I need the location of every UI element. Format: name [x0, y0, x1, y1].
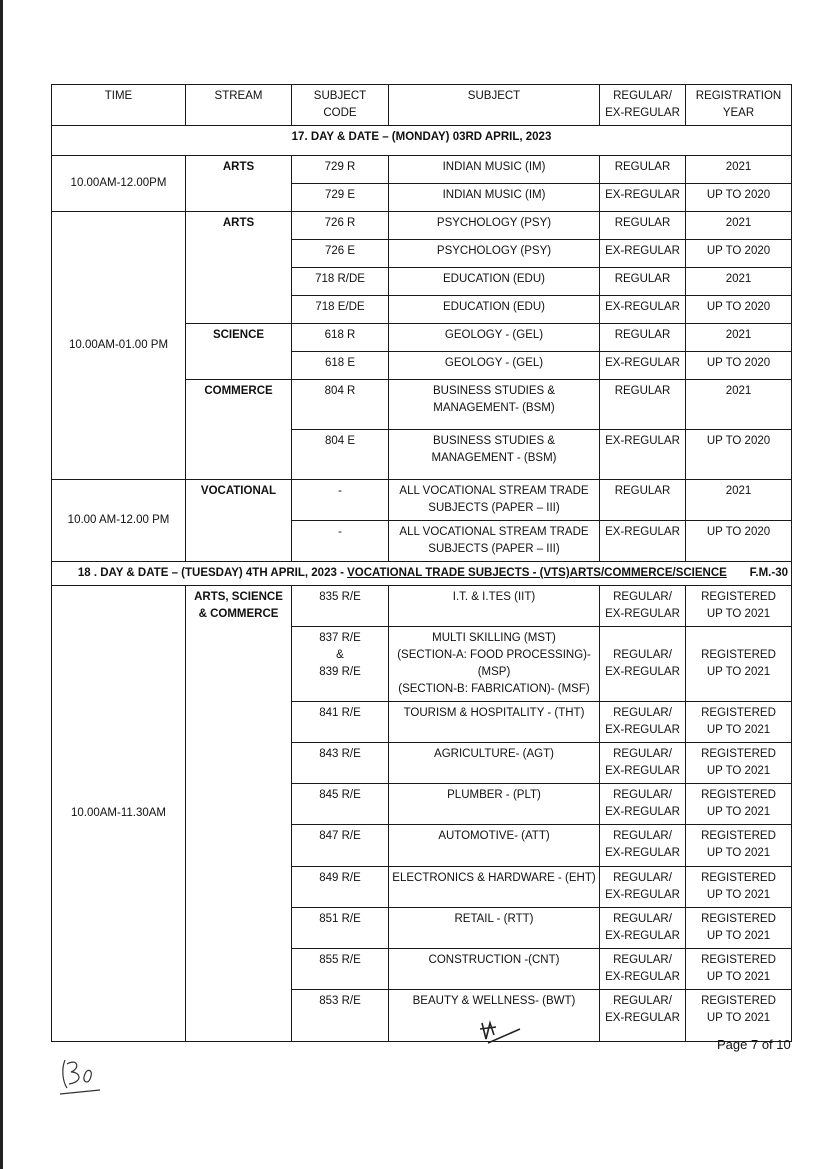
table-row [52, 480, 792, 521]
cell-line: 845 R/E [319, 789, 361, 801]
cell-line: & [336, 649, 344, 661]
subject-name [389, 825, 600, 867]
cell-line: ALL VOCATIONAL STREAM TRADE [399, 485, 589, 497]
table-row [52, 212, 792, 240]
registration-year: 2021 [686, 380, 792, 430]
scan-edge [0, 0, 3, 1169]
subject-code [292, 949, 389, 990]
cell-line: REGULAR/ [613, 995, 672, 1007]
registration-year [686, 586, 792, 627]
regular-status: EX-REGULAR [600, 430, 686, 480]
subject-name [389, 627, 600, 702]
cell-line: REGULAR/ [613, 707, 672, 719]
cell-line: BUSINESS STUDIES & [432, 385, 556, 397]
regular-status: REGULAR [600, 480, 686, 521]
cell-line: UP TO 2021 [706, 724, 771, 736]
cell-line: ELECTRONICS & HARDWARE - (EHT) [392, 872, 596, 884]
full-marks: F.M.-30 [749, 567, 788, 579]
cell-line: EX-REGULAR [605, 930, 680, 942]
cell-line: REGISTERED [701, 913, 776, 925]
cell-line: EX-REGULAR [605, 1012, 680, 1024]
subject-name: GEOLOGY - (GEL) [389, 352, 600, 380]
cell-line: & COMMERCE [198, 608, 279, 620]
registration-year [686, 784, 792, 825]
cell-line: REGISTERED [701, 954, 776, 966]
subject-name [389, 743, 600, 784]
registration-year: UP TO 2020 [686, 352, 792, 380]
registration-year [686, 743, 792, 784]
subject-code: 726 E [292, 240, 389, 268]
vocational-trade-title: VOCATIONAL TRADE SUBJECTS - (VTS)ARTS/COMMERCE/SCIENCE [347, 567, 727, 579]
cell-line: MULTI SKILLING (MST) [432, 632, 556, 644]
cell-line: REGISTRATION [695, 90, 782, 102]
subject-code: 618 R [292, 324, 389, 352]
registration-year: UP TO 2020 [686, 184, 792, 212]
regular-status [600, 867, 686, 908]
regular-status: REGULAR [600, 324, 686, 352]
cell-line: EX-REGULAR [605, 724, 680, 736]
cell-line: BEAUTY & WELLNESS- (BWT) [412, 995, 576, 1007]
page-number: Page 7 of 10 [717, 1037, 791, 1052]
subject-code [292, 743, 389, 784]
cell-line: 847 R/E [319, 830, 361, 842]
regular-status: EX-REGULAR [600, 240, 686, 268]
regular-status [600, 702, 686, 743]
cell-line: AUTOMOTIVE- (ATT) [438, 830, 550, 842]
registration-year [686, 867, 792, 908]
cell-line: EX-REGULAR [605, 666, 680, 678]
cell-line: MANAGEMENT - (BSM) [431, 452, 557, 464]
exam-time: 10.00AM-11.30AM [52, 586, 186, 1042]
day-18-title: 18 . DAY & DATE – (TUESDAY) 4TH APRIL, 2023 - [77, 567, 348, 579]
subject-code: - [292, 521, 389, 562]
regular-status [600, 743, 686, 784]
header-subject-code [292, 85, 389, 126]
cell-line: REGULAR/ [613, 872, 672, 884]
stream-name: ARTS [186, 212, 292, 324]
cell-line: REGISTERED [701, 872, 776, 884]
cell-line: UP TO 2021 [706, 930, 771, 942]
cell-line: REGULAR/ [613, 789, 672, 801]
exam-time: 10.00 AM-12.00 PM [52, 480, 186, 562]
cell-line: 855 R/E [319, 954, 361, 966]
cell-line: MANAGEMENT- (BSM) [433, 402, 555, 414]
subject-name [389, 586, 600, 627]
cell-line: UP TO 2021 [706, 666, 771, 678]
regular-status: EX-REGULAR [600, 521, 686, 562]
day-heading-row [52, 562, 792, 586]
header-registration-year [686, 85, 792, 126]
subject-name [389, 702, 600, 743]
cell-line: YEAR [722, 107, 755, 119]
cell-line: (SECTION-B: FABRICATION)- (MSF) [398, 683, 590, 695]
cell-line: REGULAR/ [613, 90, 672, 102]
cell-line: UP TO 2021 [706, 971, 771, 983]
subject-code: 804 R [292, 380, 389, 430]
cell-line: RETAIL - (RTT) [454, 913, 534, 925]
subject-code: 804 E [292, 430, 389, 480]
stream-name: ARTS [186, 156, 292, 212]
registration-year [686, 908, 792, 949]
cell-line: REGISTERED [701, 995, 776, 1007]
cell-line: 851 R/E [319, 913, 361, 925]
regular-status [600, 784, 686, 825]
subject-name: EDUCATION (EDU) [389, 296, 600, 324]
subject-code: 718 E/DE [292, 296, 389, 324]
cell-line: REGISTERED [701, 591, 776, 603]
cell-line: PLUMBER - (PLT) [447, 789, 541, 801]
registration-year: UP TO 2020 [686, 296, 792, 324]
cell-line: REGISTERED [701, 748, 776, 760]
stream-name: SCIENCE [186, 324, 292, 380]
cell-line: 853 R/E [319, 995, 361, 1007]
cell-line: EX-REGULAR [605, 765, 680, 777]
subject-code [292, 825, 389, 867]
subject-name: INDIAN MUSIC (IM) [389, 156, 600, 184]
subject-code [292, 702, 389, 743]
registration-year: 2021 [686, 480, 792, 521]
registration-year: 2021 [686, 324, 792, 352]
registration-year: 2021 [686, 268, 792, 296]
cell-line: REGULAR/ [613, 913, 672, 925]
subject-code: 618 E [292, 352, 389, 380]
cell-line: EX-REGULAR [605, 107, 680, 119]
header-time: TIME [52, 85, 186, 126]
cell-line: ALL VOCATIONAL STREAM TRADE [399, 526, 589, 538]
subject-name: PSYCHOLOGY (PSY) [389, 240, 600, 268]
subject-name [389, 867, 600, 908]
table-row [52, 586, 792, 627]
subject-code [292, 627, 389, 702]
regular-status: REGULAR [600, 212, 686, 240]
subject-name [389, 784, 600, 825]
subject-code [292, 990, 389, 1042]
regular-status [600, 627, 686, 702]
cell-line: UP TO 2021 [706, 1012, 771, 1024]
header-stream: STREAM [186, 85, 292, 126]
subject-name: GEOLOGY - (GEL) [389, 324, 600, 352]
subject-name: EDUCATION (EDU) [389, 268, 600, 296]
registration-year [686, 627, 792, 702]
header-row [52, 85, 792, 126]
day-heading-row [52, 126, 792, 156]
cell-line: REGULAR/ [613, 591, 672, 603]
cell-line: ARTS, SCIENCE [194, 591, 283, 603]
cell-line: 837 R/E [319, 632, 361, 644]
cell-line: UP TO 2021 [706, 806, 771, 818]
stream-name [186, 586, 292, 1042]
subject-name: INDIAN MUSIC (IM) [389, 184, 600, 212]
day-17-heading: 17. DAY & DATE – (MONDAY) 03RD APRIL, 2023 [52, 126, 792, 156]
registration-year: 2021 [686, 156, 792, 184]
exam-time: 10.00AM-01.00 PM [52, 212, 186, 480]
cell-line: UP TO 2021 [706, 765, 771, 777]
regular-status: EX-REGULAR [600, 352, 686, 380]
subject-name [389, 380, 600, 430]
subject-code [292, 867, 389, 908]
cell-line: 843 R/E [319, 748, 361, 760]
header-regular [600, 85, 686, 126]
cell-line: EX-REGULAR [605, 608, 680, 620]
cell-line: 841 R/E [319, 707, 361, 719]
cell-line: REGISTERED [701, 649, 776, 661]
cell-line: I.T. & I.TES (IIT) [452, 591, 536, 603]
subject-name [389, 908, 600, 949]
registration-year: UP TO 2020 [686, 430, 792, 480]
cell-line: REGISTERED [701, 789, 776, 801]
registration-year: UP TO 2020 [686, 521, 792, 562]
cell-line: (MSP) [477, 666, 511, 678]
cell-line: 839 R/E [319, 666, 361, 678]
cell-line: REGULAR/ [613, 954, 672, 966]
regular-status [600, 949, 686, 990]
registration-year [686, 702, 792, 743]
subject-name [389, 430, 600, 480]
cell-line: UP TO 2021 [706, 847, 771, 859]
registration-year: 2021 [686, 212, 792, 240]
regular-status [600, 908, 686, 949]
signature-initials [478, 1017, 523, 1047]
subject-code: 729 E [292, 184, 389, 212]
cell-line: UP TO 2021 [706, 889, 771, 901]
regular-status: REGULAR [600, 156, 686, 184]
cell-line: SUBJECTS (PAPER – III) [428, 502, 560, 514]
table-row [52, 156, 792, 184]
subject-code: - [292, 480, 389, 521]
cell-line: CONSTRUCTION -(CNT) [428, 954, 560, 966]
regular-status: EX-REGULAR [600, 184, 686, 212]
stream-name: COMMERCE [186, 380, 292, 480]
regular-status [600, 825, 686, 867]
cell-line: REGISTERED [701, 830, 776, 842]
exam-time: 10.00AM-12.00PM [52, 156, 186, 212]
cell-line: REGULAR/ [613, 649, 672, 661]
subject-code [292, 908, 389, 949]
cell-line: REGULAR/ [613, 748, 672, 760]
cell-line: EX-REGULAR [605, 889, 680, 901]
registration-year [686, 825, 792, 867]
subject-code [292, 784, 389, 825]
cell-line: AGRICULTURE- (AGT) [434, 748, 554, 760]
cell-line: TOURISM & HOSPITALITY - (THT) [403, 707, 585, 719]
cell-line: EX-REGULAR [605, 806, 680, 818]
header-subject: SUBJECT [389, 85, 600, 126]
regular-status: REGULAR [600, 380, 686, 430]
cell-line: BUSINESS STUDIES & [432, 435, 556, 447]
registration-year [686, 990, 792, 1042]
cell-line: CODE [323, 107, 357, 119]
cell-line: UP TO 2021 [706, 608, 771, 620]
cell-line: 849 R/E [319, 872, 361, 884]
subject-code: 729 R [292, 156, 389, 184]
stream-name: VOCATIONAL [186, 480, 292, 562]
subject-name: PSYCHOLOGY (PSY) [389, 212, 600, 240]
cell-line: (SECTION-A: FOOD PROCESSING)- [397, 649, 591, 661]
regular-status [600, 990, 686, 1042]
subject-name [389, 480, 600, 521]
registration-year [686, 949, 792, 990]
cell-line: SUBJECT [313, 90, 367, 102]
day-18-heading [52, 562, 792, 586]
subject-code: 718 R/DE [292, 268, 389, 296]
signature-left [55, 1052, 115, 1097]
cell-line: 835 R/E [319, 591, 361, 603]
exam-schedule-table [51, 84, 792, 1042]
regular-status: REGULAR [600, 268, 686, 296]
cell-line: EX-REGULAR [605, 847, 680, 859]
subject-name [389, 949, 600, 990]
cell-line: REGISTERED [701, 707, 776, 719]
cell-line: SUBJECTS (PAPER – III) [428, 543, 560, 555]
subject-code [292, 586, 389, 627]
regular-status [600, 586, 686, 627]
subject-code: 726 R [292, 212, 389, 240]
cell-line: EX-REGULAR [605, 971, 680, 983]
subject-name [389, 521, 600, 562]
regular-status: EX-REGULAR [600, 296, 686, 324]
registration-year: UP TO 2020 [686, 240, 792, 268]
cell-line: REGULAR/ [613, 830, 672, 842]
